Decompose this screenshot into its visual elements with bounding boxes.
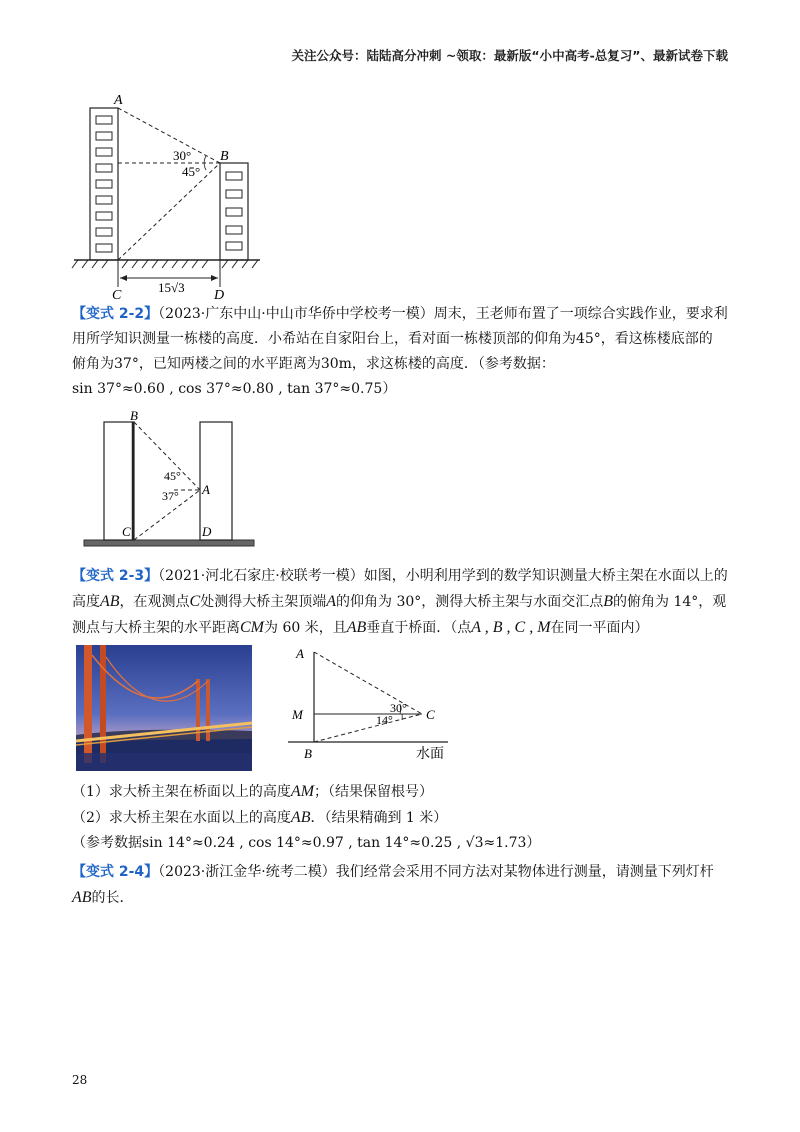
label-A: A [202, 482, 210, 497]
label-C: C [122, 524, 131, 539]
page-number: 28 [72, 1073, 88, 1087]
problem-2-2-tag: 【变式 2-2】 [72, 306, 159, 322]
label-D: D [214, 288, 225, 302]
label-angle-37: 37° [162, 489, 179, 503]
problem-2-4: 【变式 2-4】（2023·浙江金华·统考二模）我们经常会采用不同方法对某物体进行测量，请测量下列灯杆 AB的长． [72, 864, 714, 906]
figure-bridge-diagram [288, 642, 468, 764]
label-C: C [112, 288, 122, 302]
problem-2-3-questions: （1）求大桥主架在桥面以上的高度AM；（结果保留根号） （2）求大桥主架在水面以上的高度AB．（结果精确到 1 米） （参考数据sin 14°≈0.24 , cos 14°≈0.97 , tan 14°≈0.25 , √3≈1.73） [72, 783, 541, 851]
label-angle-14: 14° [376, 713, 393, 727]
bridge-photo [76, 645, 252, 771]
label-A: A [114, 93, 123, 108]
figure-two-buildings-1 [70, 92, 270, 302]
problem-2-4-tag: 【变式 2-4】 [72, 864, 159, 880]
problem-2-2: 【变式 2-2】（2023·广东中山·中山市华侨中学校考一模）周末，王老师布置了一项综合实践作业，要求利 用所学知识测量一栋楼的高度．小希站在自家阳台上，看对面一栋楼顶部的仰角为45°，看这栋楼底部的 俯角为37°，已知两楼之间的水平距离为30m，求这栋楼的高度．（参考数据： sin 37°≈0.60 , cos 37°≈0.80 , tan 37°≈0.75） [72, 306, 728, 397]
label-water: 水面 [416, 746, 444, 762]
label-C: C [426, 707, 435, 722]
label-D: D [202, 524, 212, 539]
label-B: B [130, 408, 138, 423]
label-M: M [292, 707, 303, 722]
problem-2-3-tag: 【变式 2-3】 [72, 568, 159, 584]
label-angle-45: 45° [182, 164, 201, 179]
label-distance: 15√3 [158, 280, 185, 295]
page-header: 关注公众号：陆陆高分冲刺 ~领取：最新版“小中高考-总复习”、最新试卷下载 [291, 48, 728, 63]
label-angle-30: 30° [173, 148, 192, 163]
problem-2-3: 【变式 2-3】（2021·河北石家庄·校联考一模）如图，小明利用学到的数学知识测量大桥主架在水面以上的 高度AB，在观测点C处测得大桥主架顶端A的仰角为 30°，测得大桥主架与水面交汇点B的俯角为 14°，观 测点与大桥主架的水平距离CM为 60 米，且AB垂直于桥面．（点A , B , C , M在同一平面内） [72, 568, 728, 636]
label-A: A [296, 646, 304, 661]
label-angle-45: 45° [164, 469, 181, 483]
figure-two-buildings-2 [80, 408, 260, 550]
label-angle-30: 30° [390, 701, 407, 715]
label-B: B [304, 746, 312, 761]
label-B: B [220, 149, 229, 164]
